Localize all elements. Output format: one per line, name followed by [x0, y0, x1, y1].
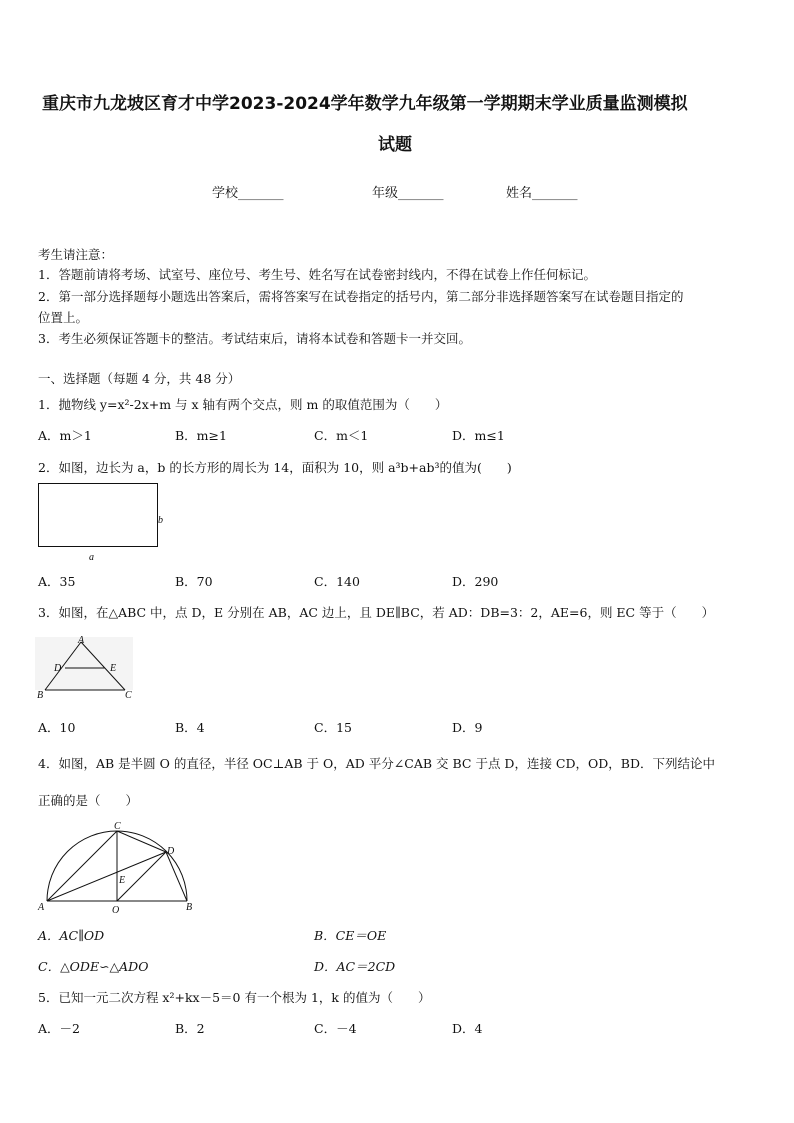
rectangle-figure: [30, 478, 180, 568]
option-a: A．m＞1: [38, 428, 92, 443]
triangle-figure: [30, 632, 140, 704]
label-a: A: [78, 635, 85, 646]
option-d: D．AC＝2CD: [314, 959, 396, 974]
label-e: E: [119, 875, 126, 886]
option-d: D．m≤1: [452, 428, 505, 443]
option-a: A．AC∥OD: [38, 928, 105, 943]
semicircle-figure: [30, 818, 210, 918]
label-b: B: [186, 902, 193, 913]
chord-ac: [47, 831, 117, 901]
question-stem-cont: 正确的是（ ）: [38, 793, 139, 808]
label-b: b: [158, 515, 163, 526]
option-b: B．70: [175, 574, 213, 589]
option-a: A．10: [38, 720, 76, 735]
notice-line-2: 2．第一部分选择题每小题选出答案后，需将答案写在试卷指定的括号内，第二部分非选择题答案写在试卷题目指定的: [38, 289, 684, 304]
label-o: O: [112, 905, 120, 916]
label-a: a: [89, 552, 94, 563]
option-a: A．35: [38, 574, 76, 589]
option-d: D．4: [452, 1021, 483, 1036]
label-c: C: [125, 690, 132, 701]
name-field: 姓名_______: [506, 186, 578, 201]
option-d: D．9: [452, 720, 483, 735]
label-d: D: [54, 663, 62, 674]
label-a: A: [38, 902, 45, 913]
option-c: C．15: [314, 720, 352, 735]
label-d: D: [167, 846, 175, 857]
section-heading: 一、选择题（每题 4 分，共 48 分）: [38, 371, 241, 386]
option-b: B．4: [175, 720, 205, 735]
chord-cd: [117, 831, 166, 852]
option-b: B．CE＝OE: [314, 928, 387, 943]
option-c: C．△ODE∽△ADO: [38, 959, 149, 974]
notice-heading: 考生请注意：: [38, 247, 114, 262]
label-e: E: [110, 663, 117, 674]
option-b: B．2: [175, 1021, 205, 1036]
page-title-cont: 试题: [378, 135, 412, 155]
option-c: C．140: [314, 574, 360, 589]
option-c: C．－4: [314, 1021, 357, 1036]
page-title: 重庆市九龙坡区育才中学2023-2024学年数学九年级第一学期期末学业质量监测模拟: [42, 94, 688, 114]
school-field: 学校_______: [212, 186, 284, 201]
label-c: C: [114, 821, 121, 832]
rectangle-shape: [39, 484, 158, 547]
notice-line-2-cont: 位置上。: [38, 310, 89, 325]
notice-line-1: 1．答题前请将考场、试室号、座位号、考生号、姓名写在试卷密封线内，不得在试卷上作任何标记。: [38, 267, 596, 282]
question-stem: 4．如图，AB 是半圆 O 的直径，半径 OC⊥AB 于 O，AD 平分∠CAB 交 BC 于点 D，连接 CD，OD，BD．下列结论中: [38, 756, 715, 771]
option-a: A．－2: [38, 1021, 80, 1036]
notice-line-3: 3．考生必须保证答题卡的整洁。考试结束后，请将本试卷和答题卡一并交回。: [38, 331, 471, 346]
chord-bd: [166, 852, 187, 901]
grade-field: 年级_______: [372, 186, 444, 201]
option-b: B．m≥1: [175, 428, 227, 443]
question-stem: 2．如图，边长为 a，b 的长方形的周长为 14，面积为 10，则 a³b+ab³的值为( ): [38, 460, 512, 475]
label-b: B: [37, 690, 44, 701]
chord-ad: [47, 852, 166, 901]
question-stem: 1．抛物线 y=x²-2x+m 与 x 轴有两个交点，则 m 的取值范围为（ ）: [38, 397, 448, 412]
option-d: D．290: [452, 574, 499, 589]
option-c: C．m＜1: [314, 428, 369, 443]
question-stem: 3．如图，在△ABC 中，点 D，E 分别在 AB，AC 边上，且 DE∥BC，若 AD：DB=3：2，AE=6，则 EC 等于（ ）: [38, 605, 715, 620]
question-stem: 5．已知一元二次方程 x²+kx－5＝0 有一个根为 1，k 的值为（ ）: [38, 990, 431, 1005]
